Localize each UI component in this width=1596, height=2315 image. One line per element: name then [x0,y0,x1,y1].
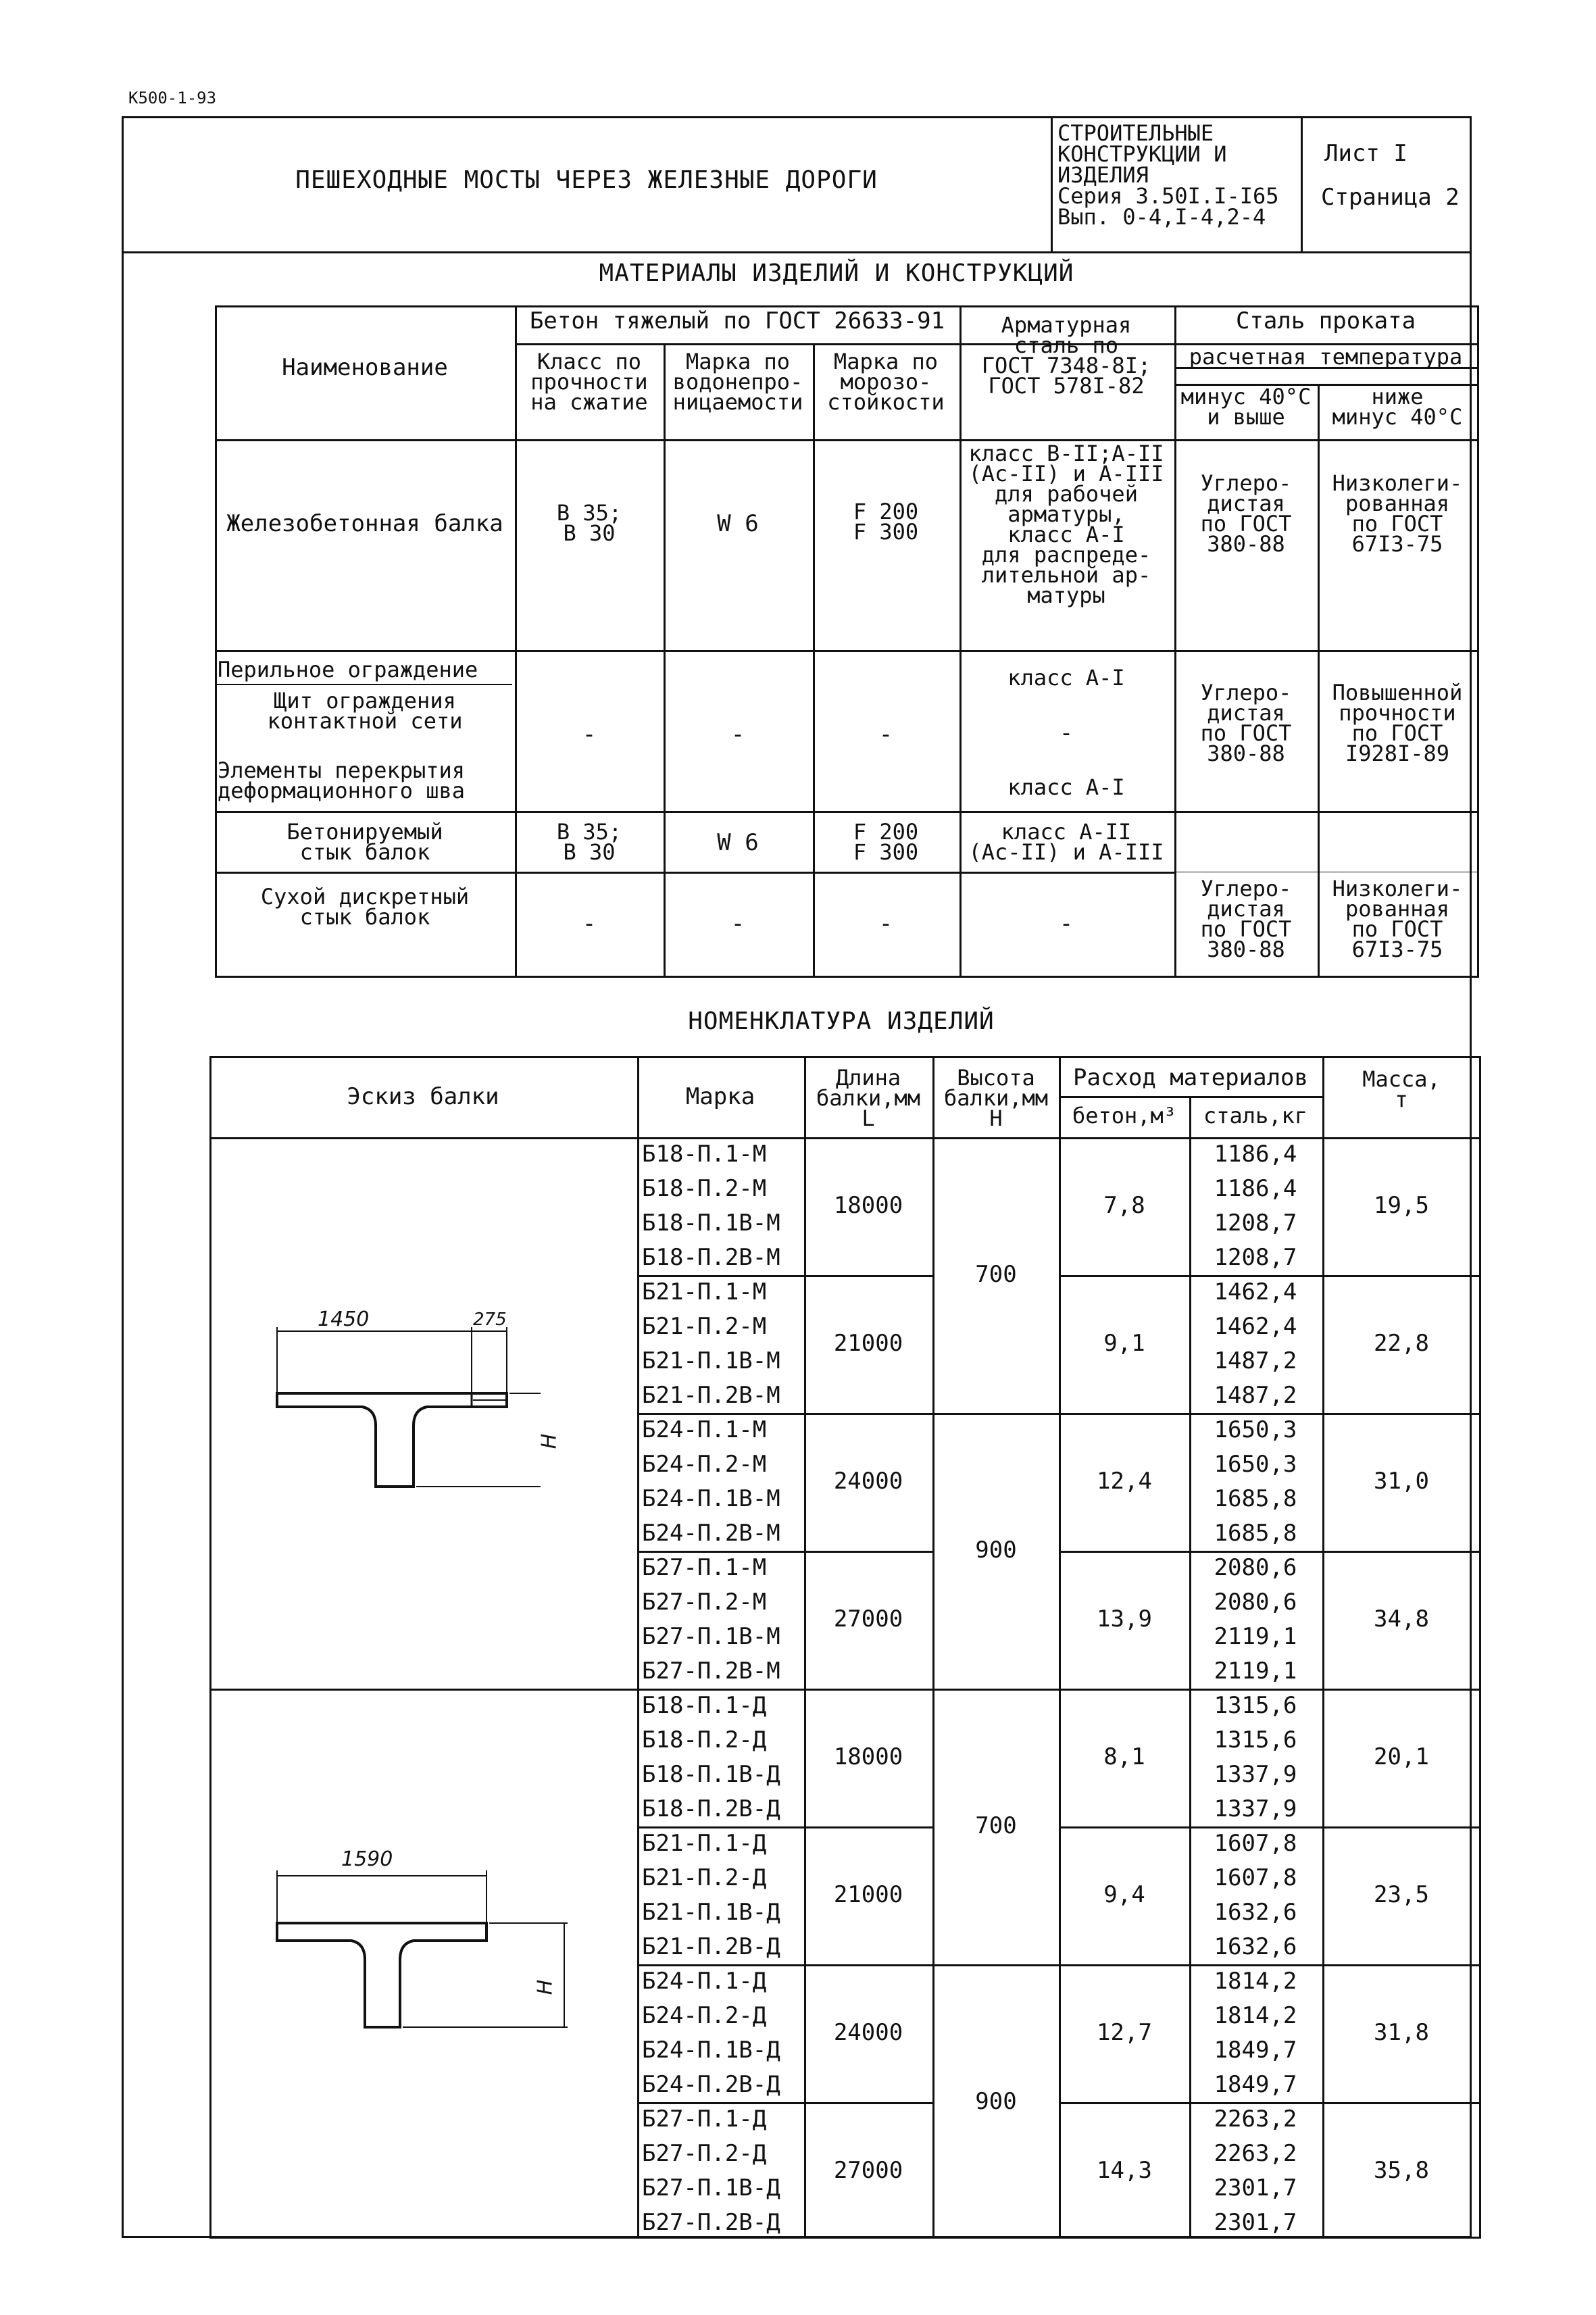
mass-header: Масса, т [1362,1066,1441,1112]
beam-mark: Б27-П.1-М [642,1554,767,1581]
height-value: 900 [975,2088,1017,2115]
steel-value: 1607,8 [1214,1864,1297,1891]
steel-value: 2119,1 [1214,1623,1297,1650]
row-group-water-dash: - [730,721,745,748]
row-beam-frost: F 200 F 300 [853,499,919,545]
row-cast-joint-class: В 35; В 30 [556,819,622,865]
beam-mark: Б27-П.2В-Д [642,2209,780,2236]
group-separator [637,1826,932,1828]
steel-value: 2301,7 [1214,2209,1297,2236]
beam-mark: Б24-П.1В-М [642,1485,780,1512]
beam-sketch-d [257,1838,581,2054]
length-value: 24000 [833,1468,903,1495]
row-group-steel-below: Повышенной прочности по ГОСТ I928I-89 [1332,680,1463,766]
beam-mark: Б24-П.1В-Д [642,2037,780,2064]
steel-value: 1814,2 [1214,1968,1297,1995]
steel-value: 1337,9 [1214,1761,1297,1788]
row-dry-joint-water-dash: - [730,910,745,937]
sketch-m-dim-275: 275 [473,1310,507,1330]
length-header: Длина балки,мм L [816,1065,921,1131]
nomenclature-section-title: НОМЕНКЛАТУРА ИЗДЕЛИЙ [688,1007,995,1035]
steel-value: 1814,2 [1214,2002,1297,2029]
row-dry-joint-rebar-dash: - [1059,910,1074,937]
height-header: Высота балки,мм H [943,1065,1049,1131]
length-value: 18000 [833,1192,903,1219]
beam-mark: Б18-П.2-Д [642,1726,767,1753]
steel-value: 1186,4 [1214,1175,1297,1202]
beam-mark: Б27-П.1-Д [642,2106,767,2133]
steel-value: 2119,1 [1214,1658,1297,1685]
group-separator [637,2102,932,2104]
steel-value: 1186,4 [1214,1141,1297,1168]
beam-mark: Б18-П.1-Д [642,1692,767,1719]
temp-below-header: ниже минус 40°С [1332,384,1463,430]
row-beam-class: В 35; В 30 [556,500,622,546]
concrete-group-header: Бетон тяжелый по ГОСТ 26633-91 [529,307,945,334]
row-cast-joint-rebar: класс А-II (Ас-II) и А-III [968,819,1164,865]
page-number: Страница 2 [1321,184,1460,211]
steel-value: 2263,2 [1214,2106,1297,2133]
rebar-header: Арматурная сталь по ГОСТ 7348-8I; ГОСТ 578I-82 [981,312,1151,399]
steel-value: 1849,7 [1214,2071,1297,2098]
row-beam-name: Железобетонная балка [226,510,503,537]
group-separator [637,1689,1481,1691]
length-value: 27000 [833,1605,903,1633]
group-separator [1059,1275,1481,1277]
length-value: 21000 [833,1330,903,1357]
beam-mark: Б24-П.2-М [642,1451,767,1478]
row-railing-name: Перильное ограждение [218,657,478,682]
row-group-frost-dash: - [878,721,893,748]
beam-mark: Б24-П.2-Д [642,2002,767,2029]
concrete-header: бетон,м³ [1072,1103,1177,1128]
steel-value: 1849,7 [1214,2037,1297,2064]
steel-value: 1650,3 [1214,1416,1297,1443]
steel-value: 1337,9 [1214,1795,1297,1822]
steel-value: 1208,7 [1214,1244,1297,1271]
beam-mark: Б24-П.2В-М [642,1520,780,1547]
water-header: Марка по водонепро- ницаемости [672,349,803,415]
row-shield-name: Щит ограждения контактной сети [267,688,463,734]
mass-value: 19,5 [1374,1192,1429,1219]
concrete-value: 9,1 [1103,1330,1145,1357]
beam-mark: Б21-П.1-Д [642,1830,767,1857]
class-header: Класс по прочности на сжатие [530,349,648,415]
height-value: 700 [975,1812,1017,1839]
row-cast-joint-water: W 6 [717,829,759,856]
beam-mark: Б27-П.2-М [642,1589,767,1616]
concrete-value: 12,7 [1097,2019,1152,2046]
steel-value: 1650,3 [1214,1451,1297,1478]
beam-mark: Б21-П.2В-Д [642,1933,780,1960]
mass-value: 23,5 [1374,1881,1429,1908]
row-beam-rebar: класс В-II;А-II (Ас-II) и А-III для рабочей арматуры, класс А-I для распреде- лительной ар- матуры [968,441,1164,608]
beam-mark: Б27-П.2В-М [642,1658,780,1685]
frost-header: Марка по морозо- стойкости [827,349,945,415]
beam-mark: Б27-П.1В-М [642,1623,780,1650]
steel-group-header: Сталь проката [1235,307,1416,334]
row-joint-name: Элементы перекрытия деформационного шва [218,757,466,803]
steel-value: 1632,6 [1214,1933,1297,1960]
beam-mark: Б27-П.2-Д [642,2140,767,2167]
steel-value: 2080,6 [1214,1554,1297,1581]
beam-mark: Б18-П.1-М [642,1141,767,1168]
row-beam-steel-below: Низколеги- рованная по ГОСТ 67I3-75 [1332,470,1463,557]
temp-above-header: минус 40°С и выше [1180,384,1312,430]
height-value: 700 [975,1261,1017,1288]
consumption-header: Расход материалов [1073,1064,1308,1091]
row-dry-joint-steel-below: Низколеги- рованная по ГОСТ 67I3-75 [1332,876,1463,962]
group-separator [637,1964,1481,1966]
mass-value: 34,8 [1374,1605,1429,1633]
steel-value: 1315,6 [1214,1726,1297,1753]
row-railing-rebar: класс А-I [1007,665,1125,691]
row-dry-joint-steel-above: Углеро- дистая по ГОСТ 380-88 [1200,876,1292,962]
steel-header: сталь,кг [1203,1103,1308,1128]
sketch-d-dim-h: H [533,1979,557,1995]
concrete-value: 13,9 [1097,1605,1152,1633]
concrete-value: 8,1 [1103,1743,1145,1770]
row-group-class-dash: - [582,721,597,748]
document-code: К500-1-93 [128,89,217,107]
beam-mark: Б21-П.2-Д [642,1864,767,1891]
group-separator [637,1413,1481,1415]
sketch-m-dim-h: H [537,1433,562,1449]
concrete-value: 7,8 [1103,1192,1145,1219]
steel-value: 1487,2 [1214,1347,1297,1374]
mass-value: 31,8 [1374,2019,1429,2046]
beam-mark: Б27-П.1В-Д [642,2174,780,2201]
materials-section-title: МАТЕРИАЛЫ ИЗДЕЛИЙ И КОНСТРУКЦИЙ [599,259,1074,287]
beam-mark: Б24-П.2В-Д [642,2071,780,2098]
mass-value: 20,1 [1374,1743,1429,1770]
row-dry-joint-class-dash: - [582,910,597,937]
mass-value: 22,8 [1374,1330,1429,1357]
beam-mark: Б21-П.1В-Д [642,1899,780,1926]
beam-mark: Б18-П.2-М [642,1175,767,1202]
row-beam-steel-above: Углеро- дистая по ГОСТ 380-88 [1200,470,1292,557]
steel-value: 1685,8 [1214,1485,1297,1512]
group-separator [1059,1826,1481,1828]
group-separator [637,1551,932,1553]
beam-mark: Б18-П.2В-Д [642,1795,780,1822]
beam-mark: Б21-П.1-М [642,1278,767,1305]
steel-value: 1632,6 [1214,1899,1297,1926]
concrete-value: 14,3 [1097,2157,1152,2184]
length-value: 27000 [833,2157,903,2184]
steel-value: 1462,4 [1214,1313,1297,1340]
mark-header: Марка [685,1083,755,1110]
steel-value: 2080,6 [1214,1589,1297,1616]
col-name-header: Наименование [282,354,448,381]
row-joint-rebar: класс А-I [1007,774,1125,800]
group-separator [1059,1551,1481,1553]
length-value: 18000 [833,1743,903,1770]
steel-value: 2263,2 [1214,2140,1297,2167]
sketch-d-dim-1590: 1590 [341,1847,393,1871]
beam-mark: Б24-П.1-Д [642,1968,767,1995]
document-title: ПЕШЕХОДНЫЕ МОСТЫ ЧЕРЕЗ ЖЕЛЕЗНЫЕ ДОРОГИ [295,166,878,194]
row-shield-rebar: - [1059,720,1074,747]
beam-mark: Б21-П.1В-М [642,1347,780,1374]
row-dry-joint-frost-dash: - [878,910,893,937]
steel-value: 1607,8 [1214,1830,1297,1857]
sketch-header: Эскиз балки [347,1083,499,1110]
mass-value: 31,0 [1374,1468,1429,1495]
temp-group-header: расчетная температура [1189,344,1463,370]
steel-value: 1487,2 [1214,1382,1297,1409]
length-value: 21000 [833,1881,903,1908]
row-cast-joint-name: Бетонируемый стык балок [286,819,443,865]
sheet-number: Лист I [1324,140,1407,167]
beam-mark: Б24-П.1-М [642,1416,767,1443]
concrete-value: 12,4 [1097,1468,1152,1495]
series-info: СТРОИТЕЛЬНЫЕ КОНСТРУКЦИИ И ИЗДЕЛИЯ Серия 3.50I.I-I65 Вып. 0-4,I-4,2-4 [1057,120,1279,230]
height-value: 900 [975,1537,1017,1564]
group-separator [1059,2102,1481,2104]
beam-mark: Б21-П.2-М [642,1313,767,1340]
sketch-separator [209,1689,637,1691]
beam-mark: Б18-П.1В-Д [642,1761,780,1788]
beam-mark: Б18-П.1В-М [642,1210,780,1237]
group-separator [637,1275,932,1277]
steel-value: 1685,8 [1214,1520,1297,1547]
sketch-m-dim-1450: 1450 [318,1308,370,1331]
row-beam-water: W 6 [717,510,759,537]
steel-value: 1462,4 [1214,1278,1297,1305]
beam-mark: Б21-П.2В-М [642,1382,780,1409]
steel-value: 1208,7 [1214,1210,1297,1237]
concrete-value: 9,4 [1103,1881,1145,1908]
steel-value: 2301,7 [1214,2174,1297,2201]
row-group-steel-above: Углеро- дистая по ГОСТ 380-88 [1200,680,1292,766]
mass-value: 35,8 [1374,2157,1429,2184]
steel-value: 1315,6 [1214,1692,1297,1719]
row-dry-joint-name: Сухой дискретный стык балок [260,884,470,930]
beam-mark: Б18-П.2В-М [642,1244,780,1271]
length-value: 24000 [833,2019,903,2046]
row-cast-joint-frost: F 200 F 300 [853,819,919,865]
